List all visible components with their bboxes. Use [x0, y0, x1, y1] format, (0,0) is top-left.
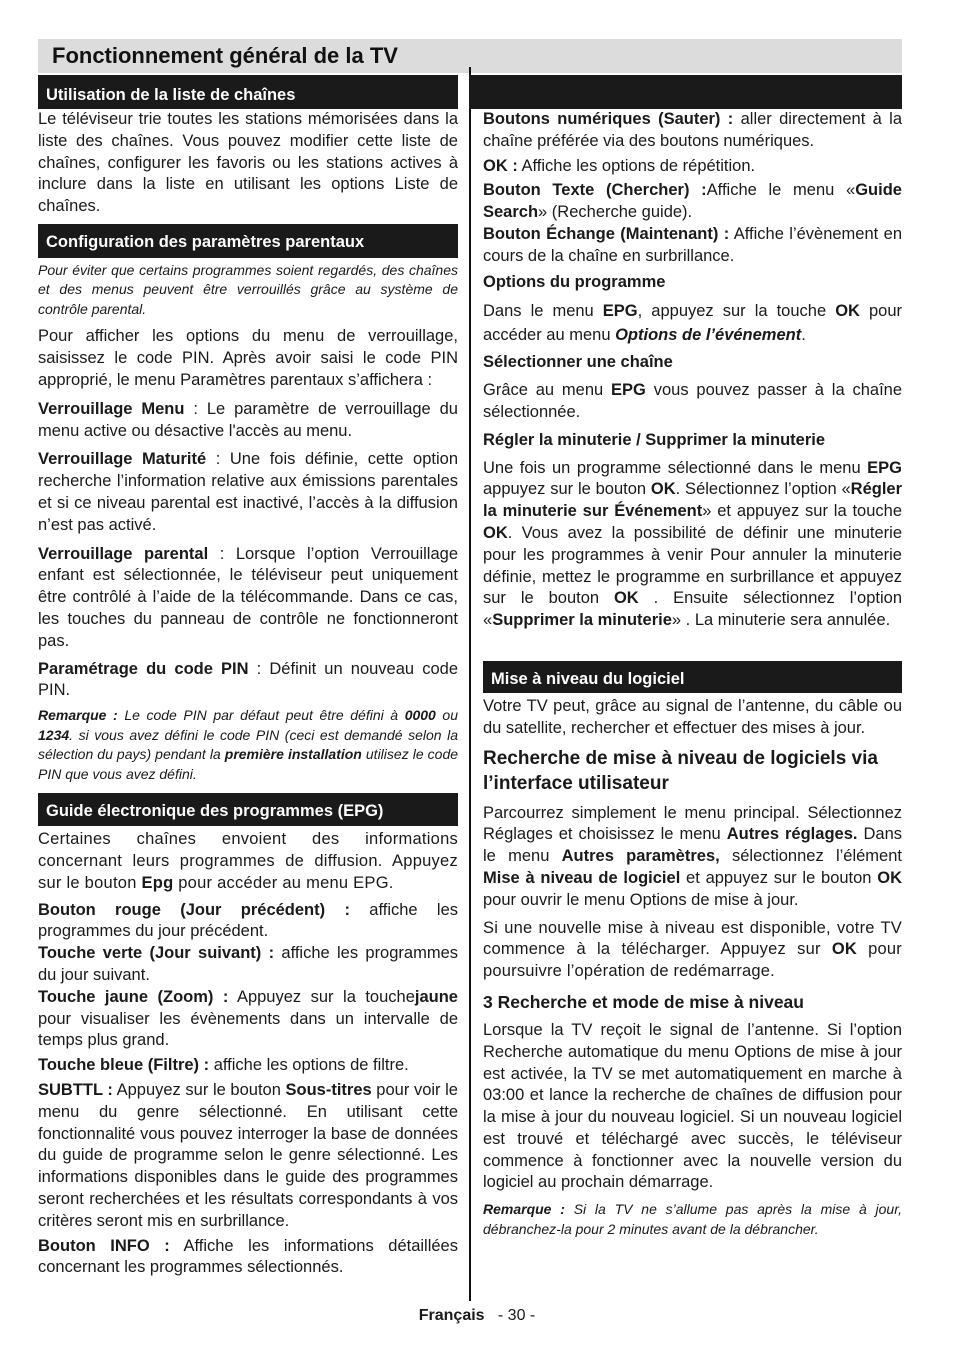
timer-heading [483, 430, 902, 452]
timer-ok-3: OK [613, 589, 639, 608]
timer-delete-option: Supprimer la minuterie [492, 611, 672, 630]
red-button-paragraph [38, 900, 458, 944]
new-update-ok: OK [831, 940, 857, 959]
lock-parental-desc: : Lorsque l’option Verrouillage enfant est sélectionnée, le téléviseur peut uniquement être contrôlé à l’aide de la télécommande. Dans ce cas, les touches du panneau de contrôle ne fonctionneront pas. [38, 544, 458, 650]
subtitle-button-paragraph [38, 1080, 458, 1233]
footer-page-number: - 30 - [497, 1307, 536, 1324]
lock-menu-term: Verrouillage Menu [38, 399, 185, 418]
ui-update-text-4: et appuyez sur le bouton [680, 868, 878, 887]
text-button-paragraph [483, 180, 902, 224]
pin-remark-text-4: utilisez le code PIN que vous avez défini. [38, 746, 459, 782]
other-parameters-label: Autres paramètres, [561, 847, 720, 866]
lock-menu-desc: : Le paramètre de verrouillage du menu active ou désactive l'accès au menu. [38, 399, 458, 440]
select-channel-text [483, 380, 902, 424]
blue-button-term: Touche bleue (Filtre) : [38, 1056, 210, 1075]
text-button-desc-2: » (Recherche guide). [538, 203, 693, 222]
yellow-button-paragraph [38, 987, 458, 1052]
timer-epg: EPG [867, 458, 902, 477]
timer-text-6: . Ensuite sélectionnez l’option « [483, 589, 902, 630]
page-title-bar [38, 39, 902, 73]
swap-button-paragraph [483, 224, 902, 268]
ok-paragraph [483, 156, 902, 178]
pin-remark [38, 706, 458, 784]
timer-text-3: . Sélectionnez l’option « [675, 480, 851, 499]
pin-remark-text-2: ou [435, 707, 459, 724]
pin-remark-text-3: . si vous avez défini le code PIN (ceci est demandé selon la sélection du pays) pendant la [38, 726, 458, 763]
timer-text-4: » et appuyez sur la touche [702, 502, 902, 521]
section-header-software-update: Mise à niveau du logiciel [483, 661, 902, 693]
program-options-title: Options du programme [483, 272, 666, 291]
pin-remark-first-install: première installation [224, 746, 362, 763]
software-upgrade-item: Mise à niveau de logiciel [483, 868, 681, 887]
red-button-term: Bouton rouge (Jour précédent) : [38, 900, 350, 919]
timer-text-5: . Vous avez la possibilité de définir une minuterie pour les programmes à venir Pour annuler la minuterie définie, mettez le programme en surbrillance et appuyez sur le bouton [483, 523, 902, 608]
timer-text-2: appuyez sur le bouton [483, 480, 651, 499]
pin-setting-paragraph [38, 659, 458, 703]
lock-maturity-desc: : Une fois définie, cette option recherche l’information relative aux émissions parentales et si ce niveau parental est inactivé, l’accès à la diffusion n’est pas activé. [38, 450, 458, 534]
subtitle-button-desc-1: Appuyez sur le bouton [112, 1081, 286, 1099]
search-mode-heading: 3 Recherche et mode de mise à niveau [483, 991, 804, 1012]
program-options-text-3: pour accéder au menu [483, 302, 903, 345]
timer-text [483, 458, 902, 632]
timer-set-option: Régler la minuterie sur Événement [483, 480, 903, 521]
select-channel-title: Sélectionner une chaîne [483, 353, 673, 372]
page-footer [0, 1307, 954, 1325]
select-channel-text-2: vous pouvez passer à la chaîne sélectionnée. [483, 381, 903, 421]
timer-text-7: » . La minuterie sera annulée. [671, 611, 891, 630]
timer-ok-2: OK [483, 523, 508, 542]
ui-update-text-3: sélectionnez l’élément [719, 847, 902, 866]
program-options-text [483, 299, 902, 347]
section-header-epg-continued [469, 75, 902, 109]
pin-remark-text-1: Le code PIN par défaut peut être défini à [117, 707, 405, 724]
yellow-button-term: Touche jaune (Zoom) : [38, 987, 229, 1006]
green-button-desc: affiche les programmes du jour suivant. [38, 944, 459, 985]
parental-intro: Pour afficher les options du menu de verrouillage, saisissez le code PIN. Après avoir saisi le code PIN approprié, le menu Paramètres parentaux s’affichera : [38, 327, 458, 390]
timer-ok-1: OK [650, 480, 676, 499]
parental-note: Pour éviter que certains programmes soient regardés, des chaînes et des menus peuvent être verrouillés grâce au système de contrôle parental. [38, 261, 458, 317]
guide-search-label: Guide Search [483, 181, 902, 222]
lock-parental-term: Verrouillage parental [38, 544, 209, 563]
right-column [483, 75, 902, 1239]
select-channel-epg: EPG [611, 381, 646, 400]
green-button-term: Touche verte (Jour suivant) : [38, 944, 275, 963]
select-channel-heading [483, 352, 902, 374]
column-divider [469, 73, 471, 1301]
subtitle-button-term: SUBTTL : [38, 1081, 113, 1099]
yellow-button-desc-1: Appuyez sur la touche [228, 987, 415, 1006]
pin-remark-code-0000: 0000 [404, 707, 436, 724]
lock-menu-paragraph [38, 399, 458, 443]
text-button-term: Bouton Texte (Chercher) : [483, 181, 707, 200]
swap-button-term: Bouton Échange (Maintenant) : [483, 224, 730, 243]
info-button-term: Bouton INFO : [38, 1236, 170, 1255]
new-update-text [483, 918, 902, 983]
new-update-text-1: Si une nouvelle mise à niveau est disponible, votre TV commence à la télécharger. Appuyez sur [483, 918, 902, 959]
epg-intro [38, 829, 458, 894]
red-button-desc: affiche les programmes du jour précédent. [38, 900, 459, 941]
number-buttons-desc: aller directement à la chaîne préférée via des boutons numériques. [483, 110, 902, 150]
lock-maturity-paragraph [38, 449, 458, 536]
pin-setting-term: Paramétrage du code PIN [38, 659, 249, 678]
update-remark [483, 1200, 902, 1239]
ok-term: OK : [483, 156, 518, 175]
ui-update-text [483, 803, 902, 912]
search-mode-text: Lorsque la TV reçoit le signal de l’antenne. Si l’option Recherche automatique du menu Options de mise à jour est activée, la TV se met automatiquement en marche à 03:00 et lance la recherche de chaînes de diffusion pour la mise à jour du nouveau logiciel. Si un nouveau logiciel est trouvé et téléchargé avec succès, le téléviseur commence à fonctionner avec la nouvelle version du logiciel au prochain démarrage. [483, 1020, 902, 1192]
subtitle-button-desc-2: pour voir le menu du genre sélectionné. En utilisant cette fonctionnalité vous pouvez interroger la base de données du guide de programme selon le genre sélectionné. Les informations disponibles dans le guide des programmes seront recherchées et les résultats correspondants à vos critères seront mis en surbrillance. [38, 1081, 458, 1230]
page-title: Fonctionnement général de la TV [52, 43, 398, 68]
lock-maturity-term: Verrouillage Maturité [38, 450, 207, 469]
left-column [38, 75, 458, 1279]
green-button-paragraph [38, 943, 458, 987]
text-button-desc-1: Affiche le menu « [706, 181, 856, 200]
yellow-button-key: jaune [414, 987, 458, 1006]
yellow-button-desc-2: pour visualiser les évènements dans un intervalle de temps plus grand. [38, 1009, 458, 1050]
program-options-text-2: , appuyez sur la touche [637, 302, 836, 321]
program-options-epg: EPG [602, 302, 638, 321]
epg-intro-text-2: pour accéder au menu EPG. [173, 873, 394, 892]
other-settings-label: Autres réglages. [726, 825, 858, 844]
select-channel-text-1: Grâce au menu [483, 381, 612, 400]
number-buttons-paragraph [483, 109, 902, 153]
update-remark-label: Remarque : [483, 1201, 565, 1218]
program-options-text-1: Dans le menu [483, 302, 603, 321]
new-update-text-2: pour poursuivre l’opération de redémarrage. [483, 940, 903, 981]
ui-update-text-2: Dans le menu [483, 825, 902, 866]
epg-intro-text-1: Certaines chaînes envoient des informations concernant leurs programmes de diffusion. Appuyez sur le bouton [38, 830, 458, 892]
pin-remark-code-1234: 1234 [38, 726, 70, 743]
blue-button-desc: affiche les options de filtre. [209, 1056, 409, 1075]
event-options-menu-name: Options de l’événement [615, 326, 802, 345]
ui-update-text-1: Parcourrez simplement le menu principal. Sélectionnez Réglages et choisissez le menu [483, 803, 902, 844]
epg-button-label: Epg [141, 873, 174, 892]
footer-language: Français [418, 1307, 485, 1324]
program-options-text-4: . [801, 326, 806, 345]
ui-update-ok: OK [877, 868, 902, 887]
pin-remark-label: Remarque : [38, 707, 118, 724]
blue-button-paragraph [38, 1055, 458, 1077]
ok-desc: Affiche les options de répétition. [517, 156, 756, 175]
software-update-text: Votre TV peut, grâce au signal de l’antenne, du câble ou du satellite, rechercher et effectuer des mises à jour. [483, 696, 902, 737]
ui-update-text-5: pour ouvrir le menu Options de mise à jour. [483, 890, 799, 909]
info-button-desc: Affiche les informations détaillées concernant les programmes sélectionnés. [38, 1236, 458, 1277]
subtitle-button-key: Sous-titres [285, 1081, 372, 1099]
swap-button-desc: Affiche l’évènement en cours de la chaîne en surbrillance. [483, 224, 902, 265]
section-header-epg: Guide électronique des programmes (EPG) [38, 793, 458, 826]
pin-setting-desc: : Définit un nouveau code PIN. [38, 659, 458, 700]
timer-title: Régler la minuterie / Supprimer la minuterie [483, 430, 826, 449]
ui-update-heading: Recherche de mise à niveau de logiciels via l’interface utilisateur [483, 747, 878, 794]
lock-parental-paragraph [38, 544, 458, 653]
channel-list-text: Le téléviseur trie toutes les stations mémorisées dans la liste des chaînes. Vous pouvez modifier cette liste de chaînes, configurer les favoris ou les stations actives à inclure dans la liste en utilisant les options Liste de chaînes. [38, 110, 458, 216]
section-header-parental: Configuration des paramètres parentaux [38, 224, 458, 258]
number-buttons-term: Boutons numériques (Sauter) : [483, 110, 734, 128]
info-button-paragraph [38, 1236, 458, 1280]
program-options-ok: OK [835, 302, 860, 321]
section-header-channel-list: Utilisation de la liste de chaînes [38, 75, 458, 109]
program-options-heading [483, 272, 902, 294]
timer-text-1: Une fois un programme sélectionné dans le menu [483, 458, 868, 477]
update-remark-text: Si la TV ne s’allume pas après la mise à jour, débranchez-la pour 2 minutes avant de la débrancher. [483, 1201, 902, 1237]
